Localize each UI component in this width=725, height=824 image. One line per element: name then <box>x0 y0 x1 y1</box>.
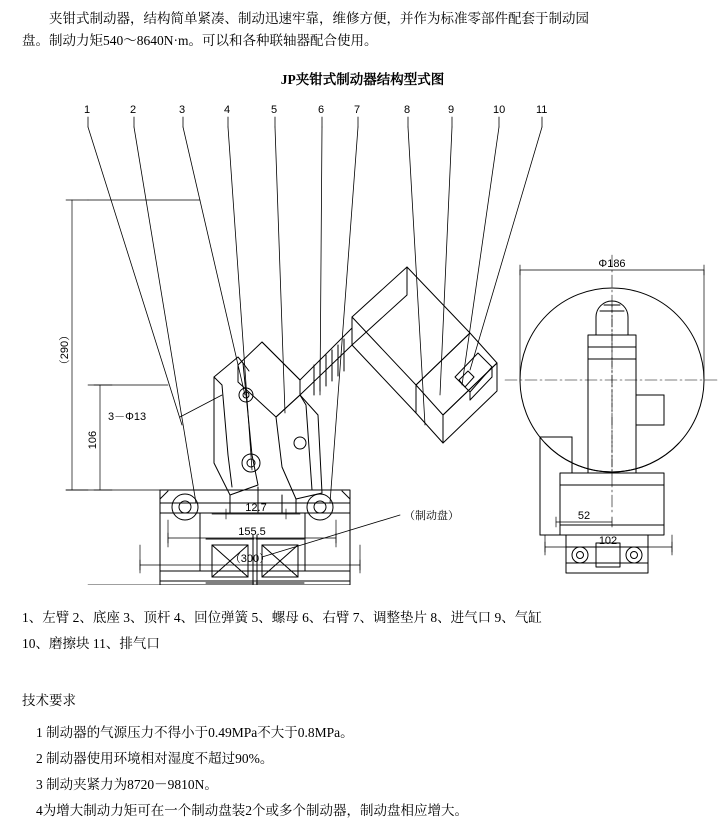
intro-paragraph <box>22 8 704 52</box>
legend-line-2: 10、磨擦块 11、排气口 <box>22 636 160 651</box>
callout-11: 11 <box>536 104 548 116</box>
callout-9: 9 <box>448 104 455 116</box>
technical-requirements <box>22 688 704 824</box>
dim-12-7: 12.7 <box>245 502 267 514</box>
dim-300: （300） <box>229 553 271 565</box>
intro-line-2: 盘。制动力矩540～8640N·m。可以和各种联轴器配合使用。 <box>22 33 378 48</box>
parts-legend <box>22 605 704 657</box>
label-brake-disc: （制动盘） <box>404 510 459 522</box>
callout-7: 7 <box>354 104 361 116</box>
callout-5: 5 <box>271 104 278 116</box>
dim-dia-186: Φ186 <box>598 258 626 270</box>
tech-heading: 技术要求 <box>22 693 76 708</box>
dim-290: （290） <box>59 329 71 371</box>
callout-8: 8 <box>404 104 411 116</box>
label-holes: 3－Φ13 <box>108 411 147 423</box>
callout-6: 6 <box>318 104 325 116</box>
dim-155-5: 155.5 <box>238 526 266 538</box>
tech-item-2: 2 制动器使用环境相对湿度不超过90%。 <box>36 751 274 766</box>
callout-1: 1 <box>84 104 91 116</box>
callout-4: 4 <box>224 104 231 116</box>
dim-102: 102 <box>598 535 618 547</box>
tech-item-4: 4为增大制动力矩可在一个制动盘装2个或多个制动器，制动盘相应增大。 <box>36 803 468 818</box>
tech-item-1: 1 制动器的气源压力不得小于0.49MPa不大于0.8MPa。 <box>36 725 354 740</box>
technical-drawing <box>0 95 725 585</box>
callout-3: 3 <box>179 104 186 116</box>
tech-item-3: 3 制动夹紧力为8720－9810N。 <box>36 777 218 792</box>
dim-106: 106 <box>87 430 99 450</box>
callout-10: 10 <box>493 104 506 116</box>
dim-52: 52 <box>577 510 591 522</box>
figure-title: JP夹钳式制动器结构型式图 <box>280 72 445 87</box>
legend-line-1: 1、左臂 2、底座 3、顶杆 4、回位弹簧 5、螺母 6、右臂 7、调整垫片 8、进气口 9、气缸 <box>22 610 542 625</box>
intro-line-1: 夹钳式制动器，结构简单紧凑、制动迅速牢靠，维修方便，并作为标准零部件配套于制动园 <box>49 11 589 26</box>
callout-2: 2 <box>130 104 137 116</box>
